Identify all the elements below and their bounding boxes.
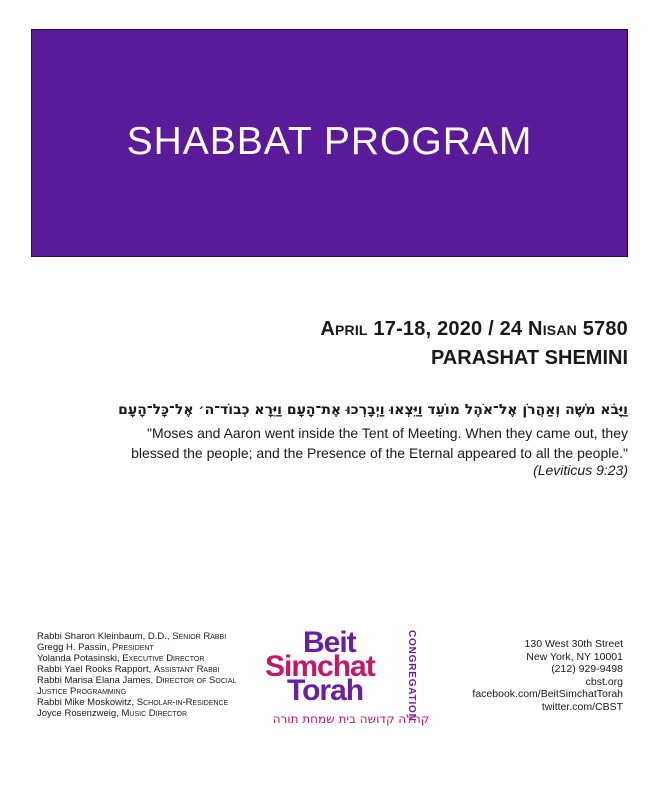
logo-hebrew-name: קהלה קדושה בית שמחת תורה — [272, 712, 430, 726]
service-date: April 17-18, 2020 / 24 Nisan 5780 — [320, 318, 628, 340]
staff-row — [37, 686, 267, 697]
verse-citation: (Leviticus 9:23) — [533, 462, 628, 478]
staff-title: Justice Programming — [37, 686, 127, 697]
staff-title: Senior Rabbi — [172, 631, 227, 642]
staff-name: Gregg H. Passin, — [37, 642, 112, 653]
staff-name: Yolanda Potasinski, — [37, 653, 123, 664]
page-title: SHABBAT PROGRAM — [126, 120, 533, 163]
staff-row — [37, 664, 267, 675]
parasha-name: PARASHAT SHEMINI — [430, 347, 628, 369]
staff-title: Executive Director — [122, 653, 205, 664]
facebook-link[interactable]: facebook.com/BeitSimchatTorah — [472, 688, 623, 700]
staff-title: Music Director — [121, 708, 187, 719]
staff-list — [37, 631, 267, 719]
staff-title: Director of Social — [155, 675, 237, 686]
staff-title: Assistant Rabbi — [153, 664, 220, 675]
logo-word-torah: Torah — [287, 674, 364, 707]
staff-name: Rabbi Sharon Kleinbaum, D.D., — [37, 631, 173, 642]
cbst-logo — [263, 626, 439, 730]
staff-row — [37, 653, 267, 664]
staff-name: Joyce Rosenzweig, — [37, 708, 122, 719]
contact-info — [472, 638, 623, 713]
staff-row — [37, 642, 267, 653]
hebrew-verse: וַיָּבֹא מֹשֶׁה וְאַהֲרֹן אֶל־אֹהֶל מוֹעֵד וַיֵּצְאוּ וַיְבָרְכוּ אֶת־הָעָם וַיֵּרָא כְבוֹד־ה׳ אֶל־כָּל־הָעָם — [118, 402, 628, 418]
logo-word-simchat: Simchat — [265, 650, 375, 683]
city-address: New York, NY 10001 — [526, 650, 623, 663]
staff-row — [37, 708, 267, 719]
phone-number: (212) 929-9498 — [551, 663, 623, 675]
logo-word-beit: Beit — [303, 626, 356, 659]
staff-row — [37, 697, 267, 708]
staff-title: Scholar-in-Residence — [136, 697, 229, 708]
title-banner — [31, 29, 628, 257]
staff-name: Rabbi Mike Moskowitz, — [37, 697, 137, 708]
staff-name: Rabbi Yael Rooks Rapport, — [37, 664, 154, 675]
staff-row — [37, 675, 267, 686]
twitter-link[interactable]: twitter.com/CBST — [541, 700, 623, 713]
website-link[interactable]: cbst.org — [585, 675, 623, 688]
street-address: 130 West 30th Street — [524, 638, 623, 650]
logo-word-congregation: CONGREGATION — [406, 630, 417, 722]
staff-title: President — [111, 642, 154, 653]
staff-row — [37, 631, 267, 642]
english-verse: "Moses and Aaron went inside the Tent of Meeting. When they came out, they blessed the people; and the Presence of the Eternal appeared to all the people." — [131, 425, 628, 461]
staff-name: Rabbi Marisa Elana James, — [37, 675, 156, 686]
